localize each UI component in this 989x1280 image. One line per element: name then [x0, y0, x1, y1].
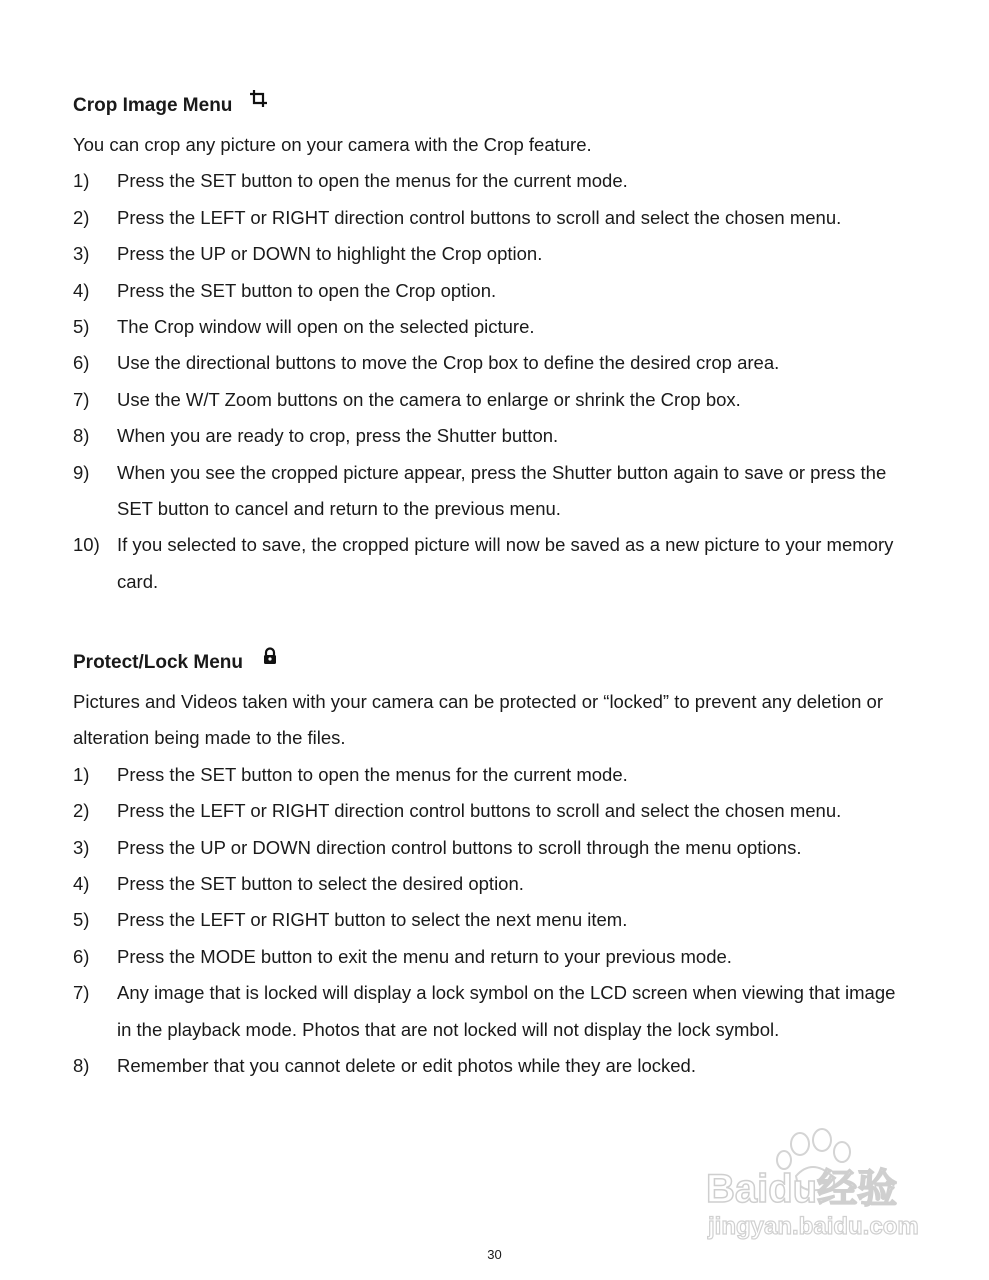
step-number: 1) [73, 170, 90, 192]
lock-step [73, 902, 913, 938]
crop-step [73, 455, 913, 528]
lock-step [73, 975, 913, 1048]
crop-title: Crop Image Menu [73, 95, 233, 116]
crop-intro: You can crop any picture on your camera with the Crop feature. [73, 134, 592, 155]
step-number: 4) [73, 873, 90, 895]
crop-step [73, 382, 913, 418]
lock-steps [73, 757, 913, 1085]
step-text: Use the W/T Zoom buttons on the camera to enlarge or shrink the Crop box. [117, 388, 741, 410]
step-text: Press the SET button to open the Crop option. [117, 279, 497, 301]
step-text: Press the UP or DOWN direction control buttons to scroll through the menu options. [117, 836, 802, 858]
step-text: Press the SET button to open the menus for the current mode. [117, 170, 628, 192]
step-number: 7) [73, 388, 90, 410]
step-number: 8) [73, 425, 90, 447]
lock-section [73, 647, 913, 1084]
step-number: 6) [73, 352, 90, 374]
page-number: 30 [487, 1247, 502, 1262]
lock-title: Protect/Lock Menu [73, 652, 243, 673]
crop-icon [250, 90, 268, 108]
lock-step [73, 757, 913, 793]
step-number: 6) [73, 945, 90, 967]
crop-step [73, 527, 913, 600]
lock-step [73, 1048, 913, 1084]
step-text: Press the MODE button to exit the menu and return to your previous mode. [117, 945, 732, 967]
watermark-url: jingyan.baidu.com [708, 1213, 919, 1240]
crop-section [73, 90, 913, 600]
watermark-logo [700, 1128, 940, 1248]
step-number: 10) [73, 534, 100, 556]
lock-step [73, 830, 913, 866]
step-text: Press the LEFT or RIGHT direction control buttons to scroll and select the chosen menu. [117, 206, 842, 228]
step-text: Press the SET button to open the menus for the current mode. [117, 763, 628, 785]
crop-step [73, 345, 913, 381]
watermark-brand: Baidu经验 [706, 1167, 898, 1211]
step-number: 7) [73, 982, 90, 1004]
step-number: 2) [73, 206, 90, 228]
step-text: When you are ready to crop, press the Shutter button. [117, 425, 559, 447]
crop-heading [73, 90, 913, 122]
step-number: 4) [73, 279, 90, 301]
crop-step [73, 309, 913, 345]
step-number: 3) [73, 243, 90, 265]
lock-step [73, 939, 913, 975]
step-text: The Crop window will open on the selected picture. [117, 316, 535, 338]
step-number: 1) [73, 763, 90, 785]
crop-step [73, 418, 913, 454]
step-text: When you see the cropped picture appear, press the Shutter button again to save or press the SET button to cancel and return to the previous menu. [117, 461, 887, 520]
step-number: 5) [73, 909, 90, 931]
crop-step [73, 236, 913, 272]
step-number: 8) [73, 1055, 90, 1077]
lock-heading [73, 647, 913, 679]
step-text: Press the SET button to select the desired option. [117, 873, 524, 895]
crop-steps [73, 163, 913, 600]
lock-step [73, 793, 913, 829]
step-number: 9) [73, 461, 90, 483]
step-text: Any image that is locked will display a lock symbol on the LCD screen when viewing that image in the playback mode. Photos that are not locked will not display the lock symbol. [117, 982, 896, 1040]
lock-icon [261, 647, 279, 665]
step-text: If you selected to save, the cropped picture will now be saved as a new picture to your memory card. [117, 534, 894, 592]
step-text: Press the LEFT or RIGHT button to select the next menu item. [117, 909, 628, 931]
step-number: 2) [73, 800, 90, 822]
crop-step [73, 200, 913, 236]
step-text: Press the UP or DOWN to highlight the Crop option. [117, 243, 543, 265]
step-text: Remember that you cannot delete or edit photos while they are locked. [117, 1055, 696, 1077]
crop-step [73, 163, 913, 199]
crop-step [73, 273, 913, 309]
step-number: 3) [73, 836, 90, 858]
lock-step [73, 866, 913, 902]
lock-intro: Pictures and Videos taken with your camera can be protected or “locked” to prevent any deletion or alteration being made to the files. [73, 691, 883, 749]
step-text: Use the directional buttons to move the Crop box to define the desired crop area. [117, 352, 780, 374]
step-number: 5) [73, 316, 90, 338]
step-text: Press the LEFT or RIGHT direction control buttons to scroll and select the chosen menu. [117, 800, 842, 822]
